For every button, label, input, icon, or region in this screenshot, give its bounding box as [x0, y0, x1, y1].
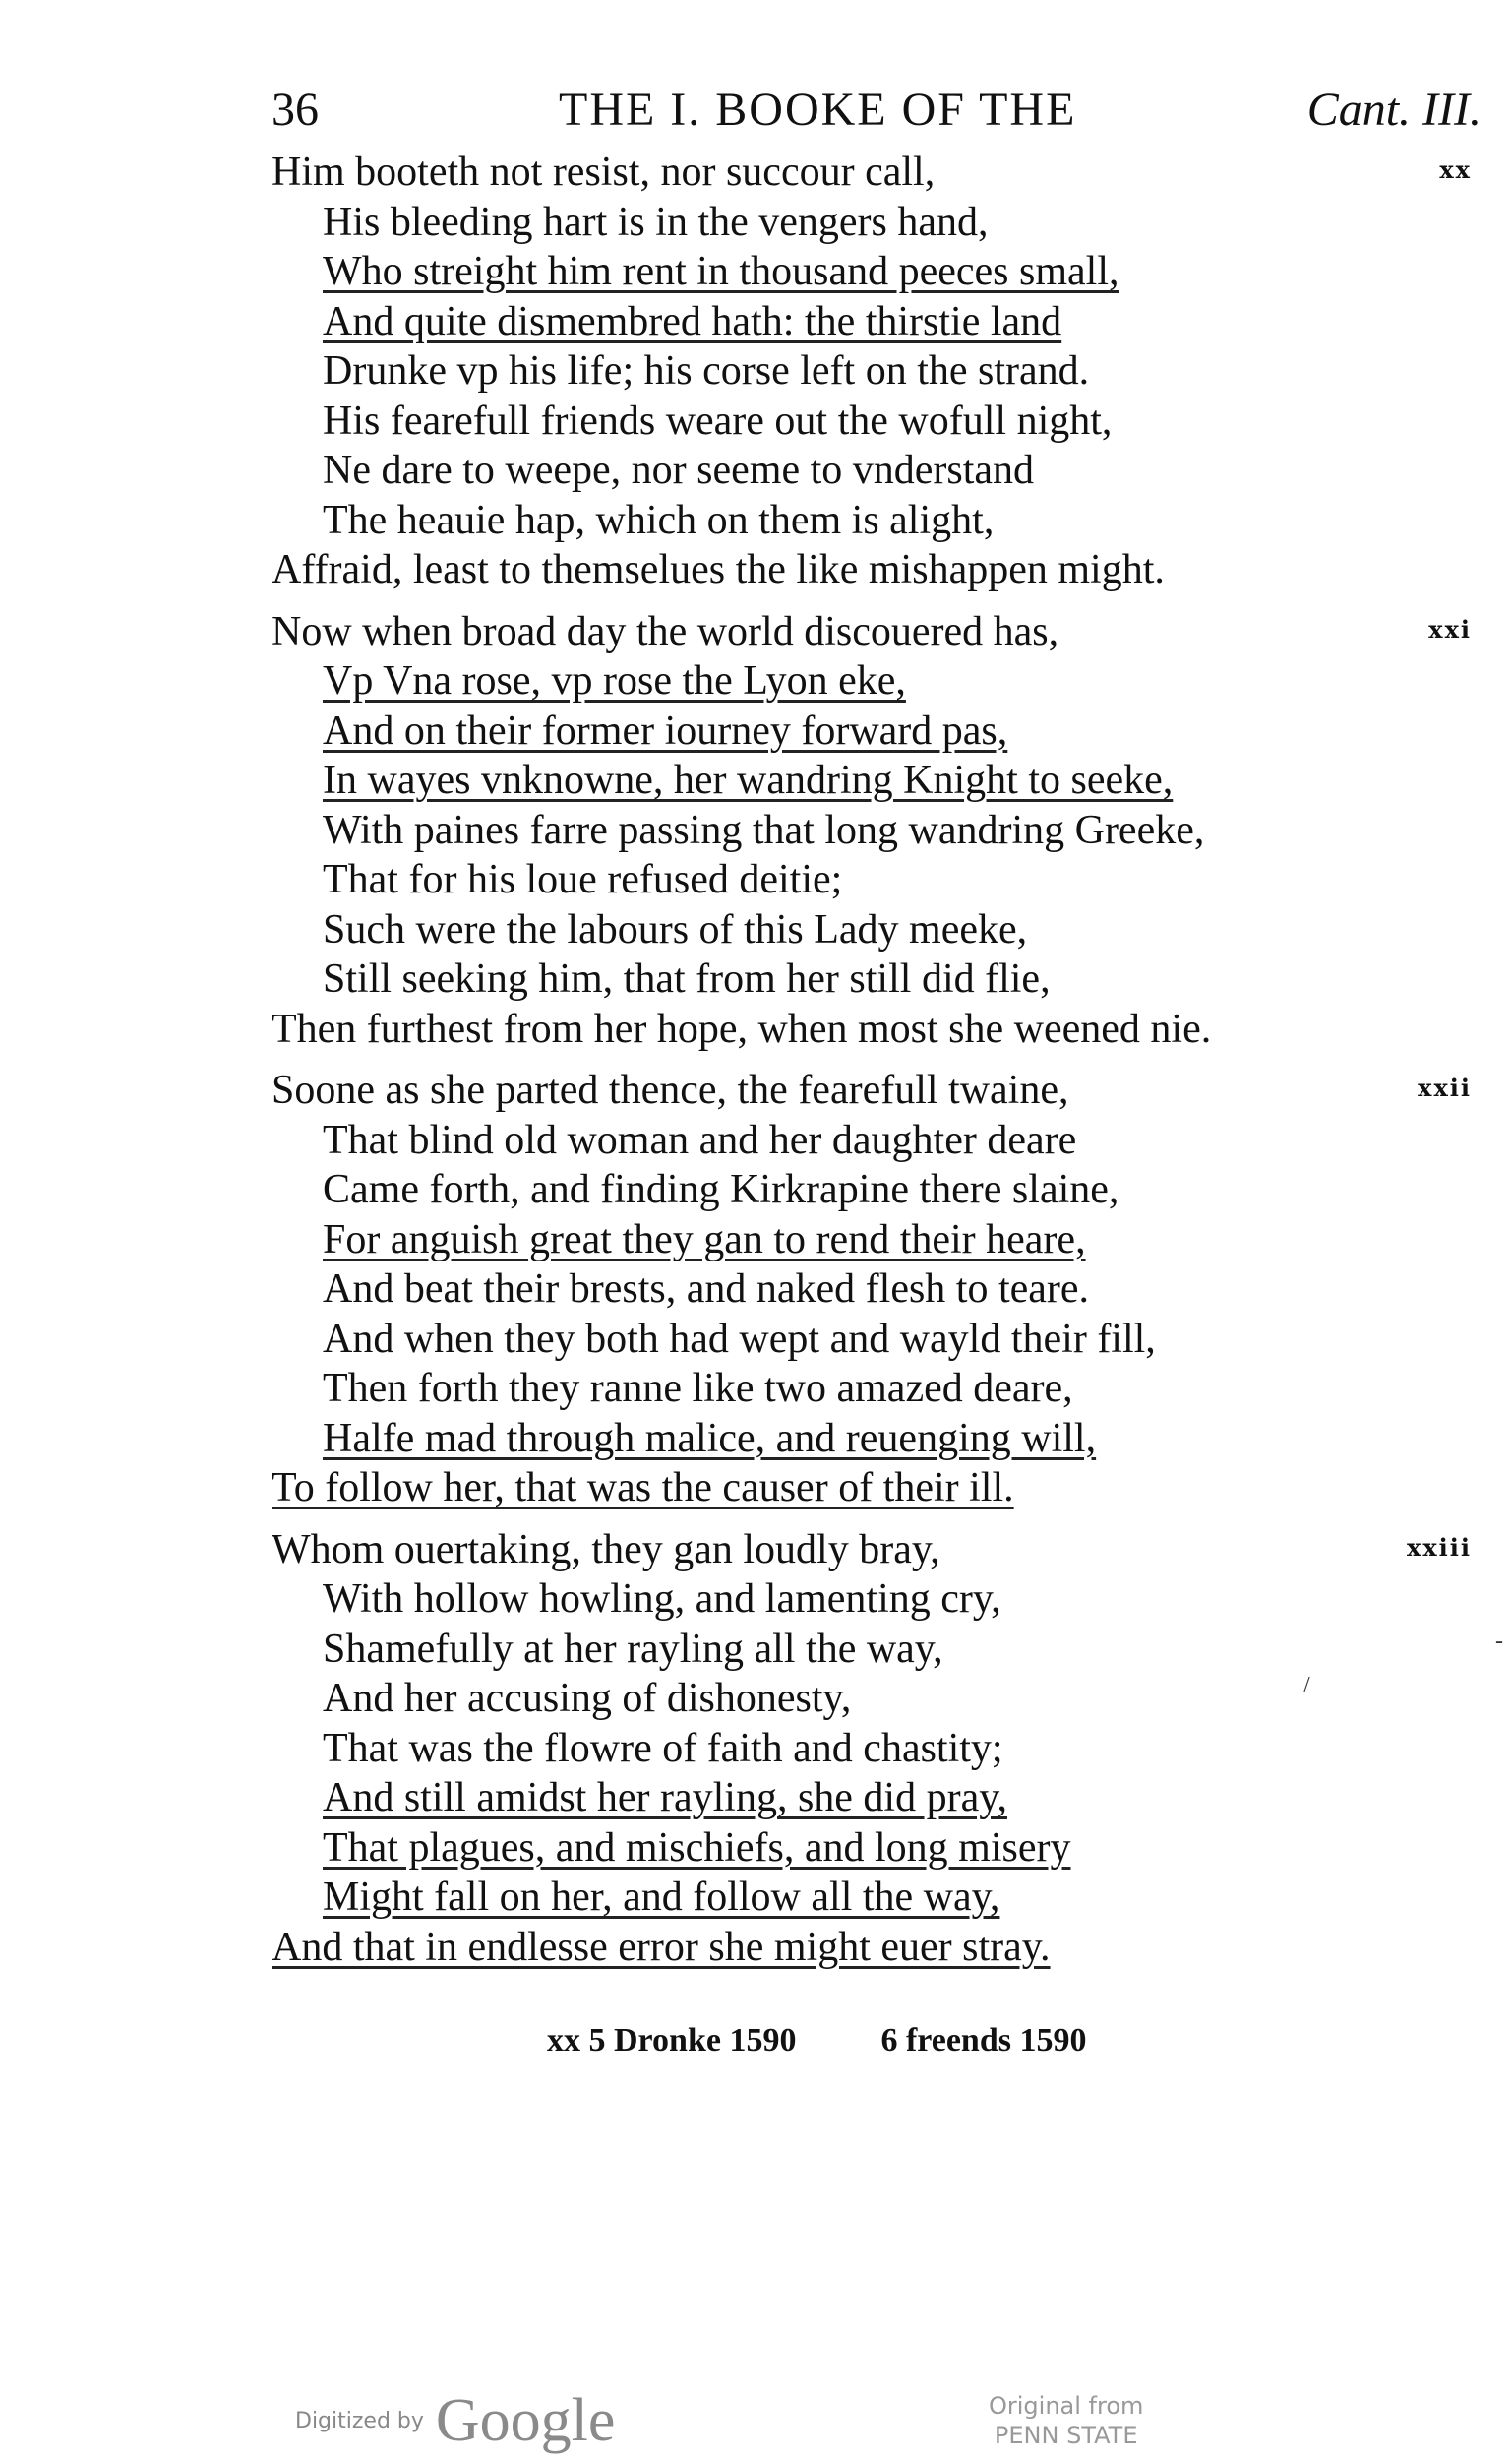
verse-line: Whom ouertaking, they gan loudly bray,: [272, 1526, 940, 1572]
stanza-xx: [272, 148, 1472, 595]
verse-line-underlined: For anguish great they gan to rend their heare,: [323, 1216, 1086, 1262]
original-from-label: Original from: [989, 2392, 1144, 2420]
textual-footnote: [547, 2022, 1086, 2060]
verse-line: Then furthest from her hope, when most she weened nie.: [272, 1006, 1212, 1052]
stanza-xxi: [272, 607, 1472, 1055]
footnote-variant-1: xx 5 Dronke 1590: [547, 2022, 797, 2059]
verse-line: Then forth they ranne like two amazed deare,: [323, 1366, 1073, 1411]
verse-line-underlined: Vp Vna rose, vp rose the Lyon eke,: [323, 658, 906, 704]
verse-line: And her accusing of dishonesty,: [323, 1676, 852, 1721]
original-source-note: [989, 2391, 1143, 2450]
page-header: [272, 81, 1482, 140]
verse-line-underlined: And on their former iourney forward pas,: [323, 708, 1008, 754]
verse-line: Ne dare to weepe, nor seeme to vnderstand: [323, 448, 1035, 493]
verse-line-underlined: Might fall on her, and follow all the way,: [323, 1875, 1000, 1920]
verse-line: His fearefull friends weare out the wofull night,: [323, 398, 1113, 444]
verse-line: That was the flowre of faith and chastity;: [323, 1725, 1003, 1771]
poem-body: [272, 148, 1472, 1984]
verse-line-underlined: To follow her, that was the causer of their ill.: [272, 1465, 1014, 1510]
verse-line: Now when broad day the world discouered has,: [272, 608, 1059, 654]
google-logo: Google: [435, 2387, 616, 2454]
verse-line-underlined: And that in endlesse error she might euer stray.: [272, 1924, 1051, 1970]
pencil-mark: /: [1303, 1673, 1310, 1698]
digitized-by-watermark: [295, 2386, 615, 2455]
stanza-xxiii: [272, 1525, 1472, 1973]
digitized-label: Digitized by: [295, 2409, 424, 2433]
verse-line: Came forth, and finding Kirkrapine there slaine,: [323, 1167, 1119, 1212]
verse-line: With hollow howling, and lamenting cry,: [323, 1576, 1001, 1622]
stanza-number: xxii: [1418, 1074, 1472, 1102]
page-number: 36: [272, 84, 319, 136]
verse-line: Drunke vp his life; his corse left on the strand.: [323, 348, 1090, 394]
verse-line: And when they both had wept and wayld their fill,: [323, 1316, 1156, 1362]
verse-line: And beat their brests, and naked flesh to teare.: [323, 1266, 1090, 1312]
running-title: THE I. BOOKE OF THE: [559, 84, 1077, 136]
verse-line: Still seeking him, that from her still did flie,: [323, 956, 1051, 1002]
verse-line: Him booteth not resist, nor succour call,: [272, 150, 936, 195]
verse-line-underlined: That plagues, and mischiefs, and long misery: [323, 1824, 1071, 1871]
source-library: PENN STATE: [994, 2422, 1138, 2449]
stanza-number: xxi: [1428, 614, 1472, 644]
verse-line-underlined: And quite dismembred hath: the thirstie land: [323, 298, 1062, 344]
stanza-number: xx: [1439, 155, 1472, 184]
stanza-number: xxiii: [1407, 1532, 1472, 1562]
pencil-mark: -: [1495, 1629, 1503, 1654]
verse-line: His bleeding hart is in the vengers hand,: [323, 199, 989, 245]
verse-line: The heauie hap, which on them is alight,: [323, 497, 995, 543]
footnote-variant-2: 6 freends 1590: [880, 2022, 1087, 2059]
verse-line: With paines farre passing that long wandring Greeke,: [323, 807, 1205, 853]
canto-label: Cant. III.: [1306, 84, 1482, 136]
verse-line-underlined: In wayes vnknowne, her wandring Knight to seeke,: [323, 758, 1174, 803]
verse-line: That blind old woman and her daughter deare: [323, 1117, 1077, 1163]
verse-line: Soone as she parted thence, the fearefull twaine,: [272, 1068, 1069, 1113]
verse-line-underlined: Who streight him rent in thousand peeces small,: [323, 249, 1119, 294]
verse-line: Affraid, least to themselues the like mishappen might.: [272, 547, 1165, 592]
stanza-xxii: [272, 1066, 1472, 1513]
verse-line-underlined: Halfe mad through malice, and reuenging will,: [323, 1415, 1097, 1461]
verse-line-underlined: And still amidst her rayling, she did pray,: [323, 1775, 1007, 1820]
verse-line: Such were the labours of this Lady meeke,: [323, 906, 1028, 953]
verse-line: Shamefully at her rayling all the way,: [323, 1626, 943, 1672]
verse-line: That for his loue refused deitie;: [323, 857, 843, 902]
